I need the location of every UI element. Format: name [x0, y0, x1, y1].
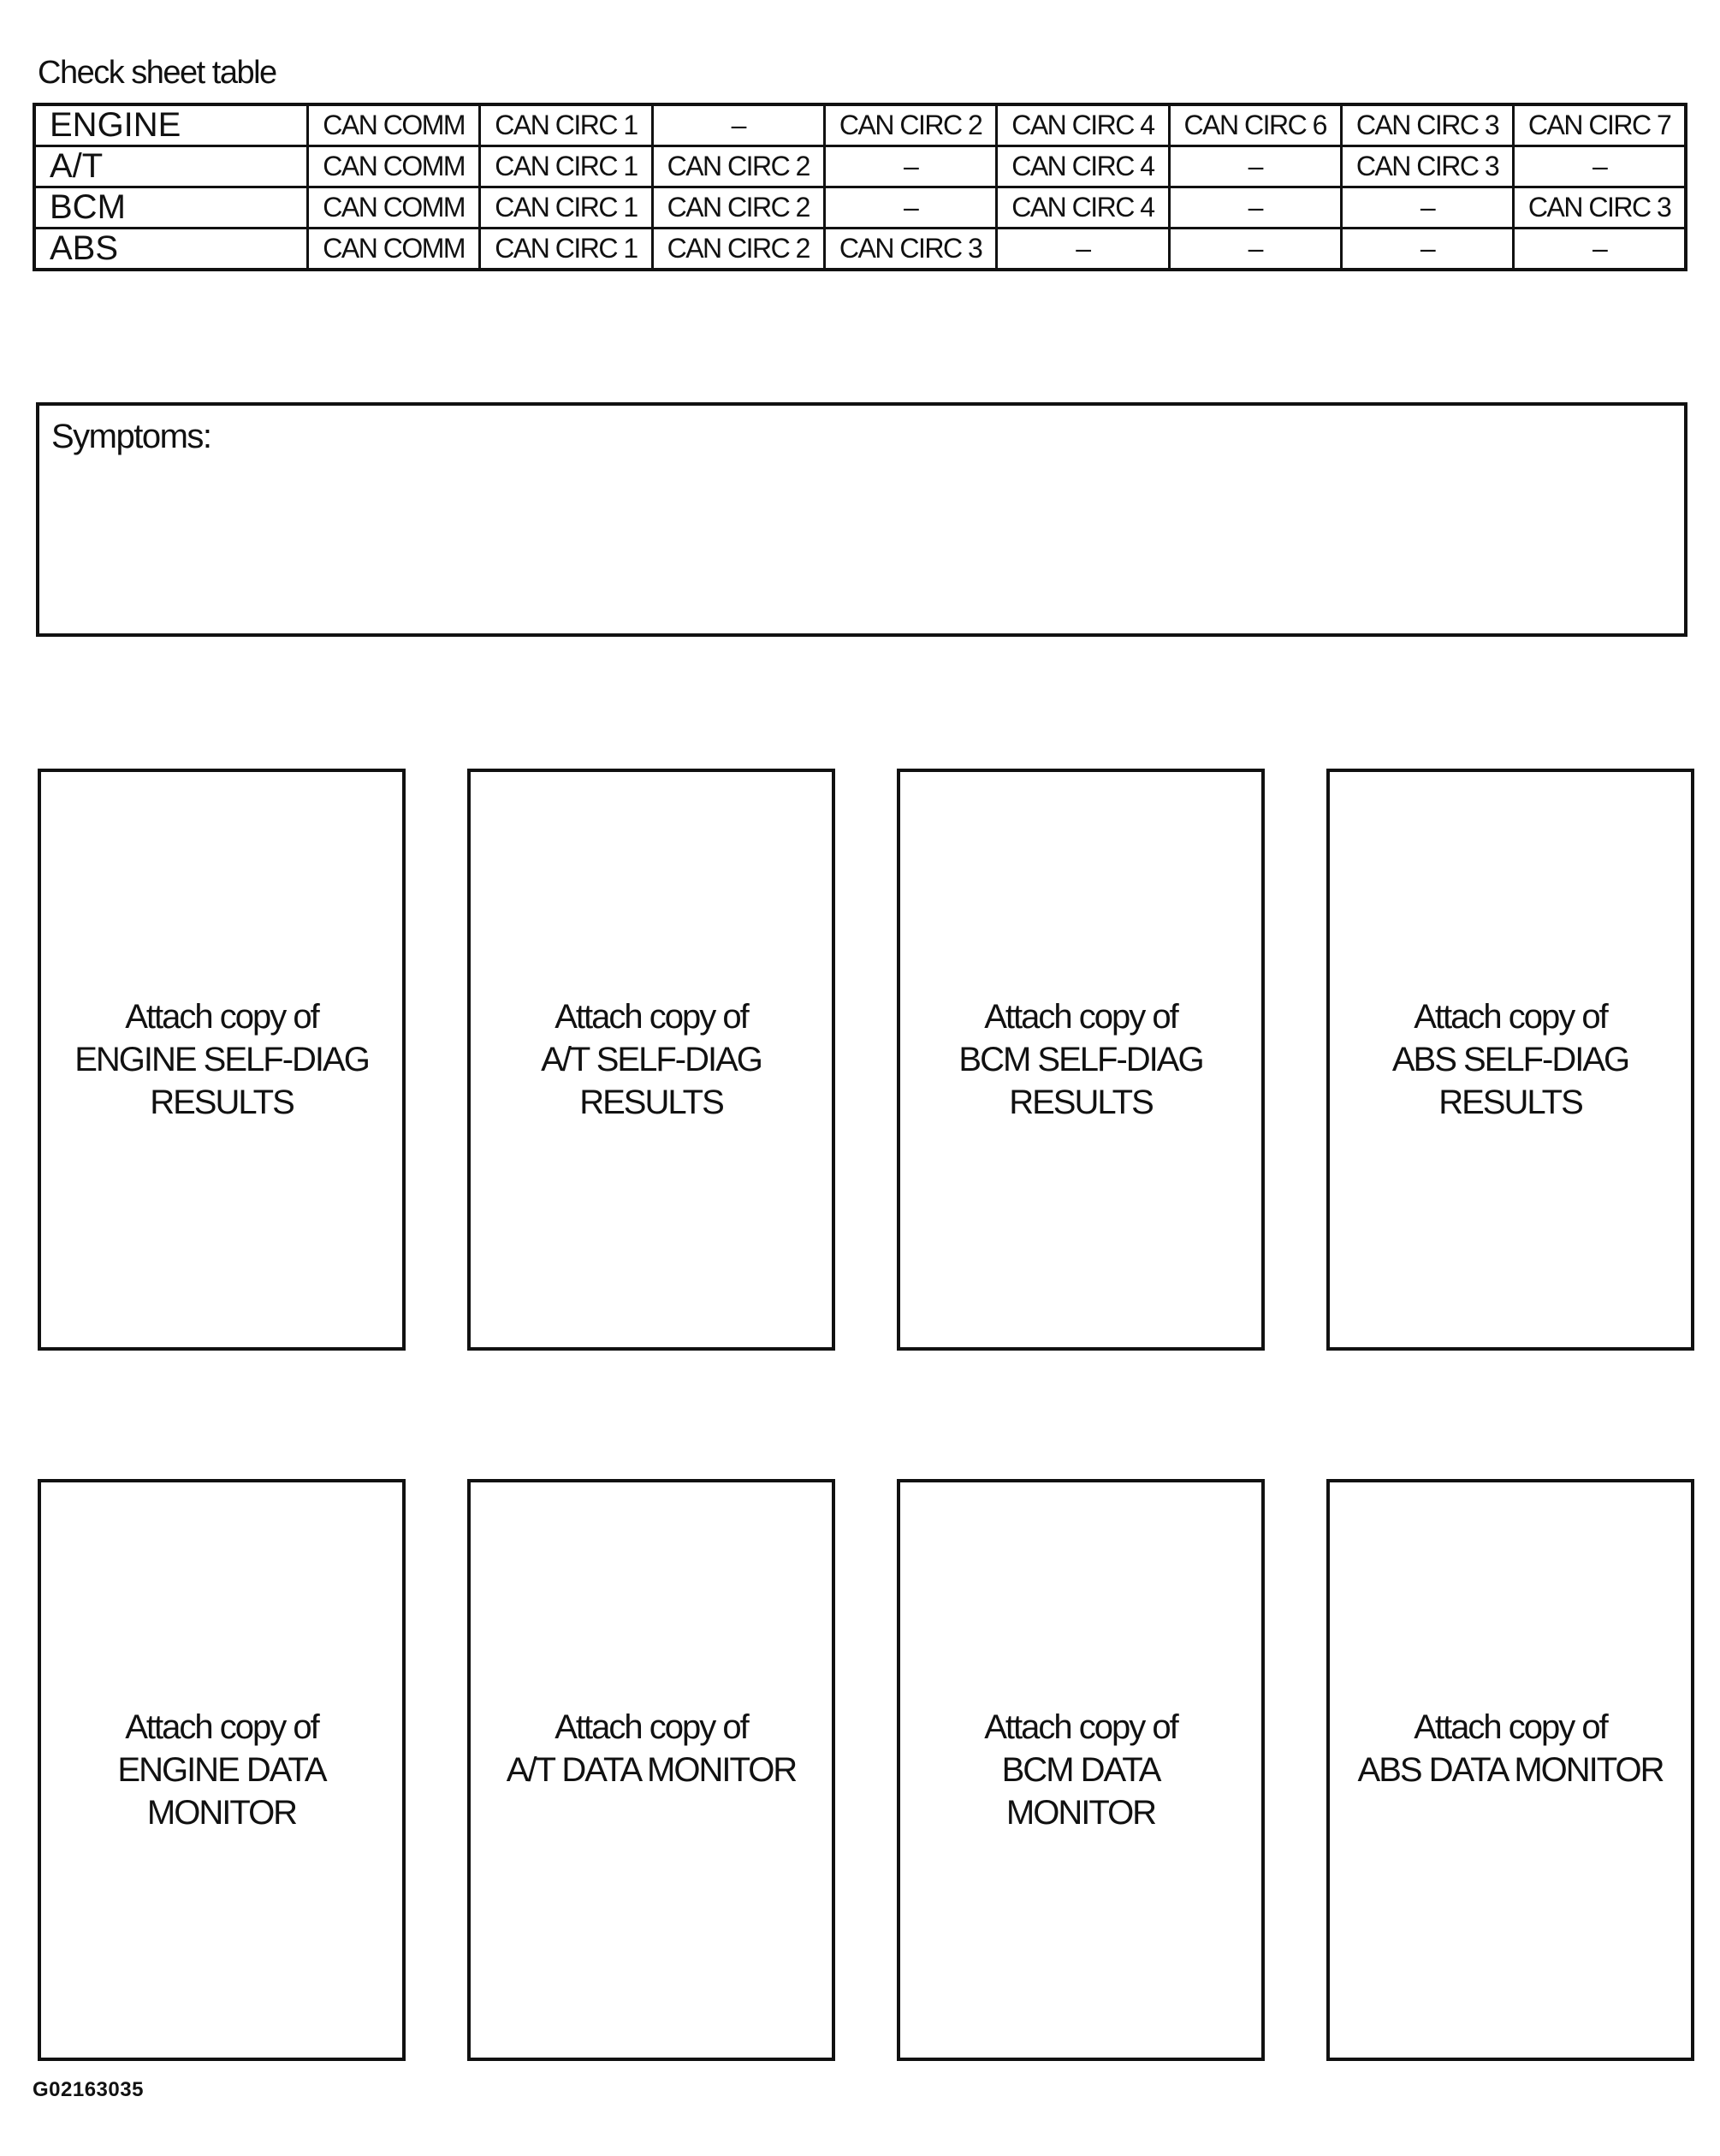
box-text: RESULTS — [1009, 1084, 1153, 1121]
box-text: Attach copy of — [984, 998, 1177, 1036]
table-cell: – — [1341, 229, 1513, 270]
table-caption: Check sheet table — [38, 55, 276, 91]
box-text: Attach copy of — [1414, 1708, 1607, 1746]
box-text: Attach copy of — [984, 1708, 1177, 1746]
box-text: ENGINE DATA — [117, 1751, 326, 1789]
table-cell: CAN COMM — [308, 187, 480, 229]
table-cell: – — [1514, 229, 1686, 270]
box-text: BCM DATA — [1001, 1751, 1160, 1789]
table-cell: CAN CIRC 3 — [1341, 146, 1513, 187]
table-cell: – — [824, 187, 996, 229]
box-text: A/T SELF-DIAG — [541, 1041, 762, 1078]
table-cell: CAN CIRC 4 — [997, 146, 1169, 187]
figure-id: G02163035 — [33, 2078, 144, 2101]
box-text: MONITOR — [146, 1794, 297, 1832]
box-text: ENGINE SELF-DIAG — [74, 1041, 369, 1078]
box-text: RESULTS — [579, 1084, 723, 1121]
symptoms-label: Symptoms: — [51, 418, 211, 455]
engine-data-monitor-box — [38, 1479, 406, 2061]
box-text — [1506, 1791, 1514, 1834]
abs-self-diag-box — [1326, 769, 1694, 1351]
table-cell: CAN CIRC 7 — [1514, 104, 1686, 146]
box-text: RESULTS — [1438, 1084, 1582, 1121]
table-cell: CAN CIRC 2 — [824, 104, 996, 146]
table-cell: – — [824, 146, 996, 187]
table-cell: – — [1169, 146, 1341, 187]
bcm-data-monitor-box — [897, 1479, 1265, 2061]
box-text: BCM SELF-DIAG — [958, 1041, 1203, 1078]
table-row-at — [34, 146, 1686, 187]
table-row-bcm — [34, 187, 1686, 229]
table-cell: CAN CIRC 3 — [1514, 187, 1686, 229]
table-row-engine — [34, 104, 1686, 146]
box-text: ABS SELF-DIAG — [1391, 1041, 1629, 1078]
table-cell: CAN COMM — [308, 104, 480, 146]
box-text: RESULTS — [150, 1084, 294, 1121]
bcm-self-diag-box — [897, 769, 1265, 1351]
row-label: BCM — [34, 187, 308, 229]
table-cell: CAN COMM — [308, 229, 480, 270]
table-cell: CAN CIRC 1 — [480, 187, 652, 229]
table-cell: CAN CIRC 1 — [480, 146, 652, 187]
table-cell: CAN CIRC 4 — [997, 187, 1169, 229]
abs-data-monitor-box — [1326, 1479, 1694, 2061]
row-label: A/T — [34, 146, 308, 187]
box-text: Attach copy of — [555, 998, 748, 1036]
check-sheet-table — [33, 103, 1687, 271]
table-cell: – — [1169, 229, 1341, 270]
table-cell: – — [1169, 187, 1341, 229]
box-text: A/T DATA MONITOR — [506, 1751, 797, 1789]
table-cell: – — [1341, 187, 1513, 229]
box-text — [647, 1791, 655, 1834]
box-text: Attach copy of — [125, 1708, 318, 1746]
table-cell: CAN CIRC 2 — [652, 187, 824, 229]
table-cell: CAN CIRC 1 — [480, 104, 652, 146]
symptoms-box — [36, 402, 1687, 637]
table-cell: CAN CIRC 1 — [480, 229, 652, 270]
engine-self-diag-box — [38, 769, 406, 1351]
table-row-abs — [34, 229, 1686, 270]
table-cell: CAN CIRC 3 — [1341, 104, 1513, 146]
row-label: ENGINE — [34, 104, 308, 146]
at-data-monitor-box — [467, 1479, 835, 2061]
table-cell: – — [997, 229, 1169, 270]
table-cell: CAN CIRC 2 — [652, 146, 824, 187]
box-text: Attach copy of — [555, 1708, 748, 1746]
box-text: Attach copy of — [125, 998, 318, 1036]
table-cell: CAN COMM — [308, 146, 480, 187]
box-text: MONITOR — [1005, 1794, 1156, 1832]
at-self-diag-box — [467, 769, 835, 1351]
table-cell: CAN CIRC 2 — [652, 229, 824, 270]
table-cell: – — [652, 104, 824, 146]
box-text: Attach copy of — [1414, 998, 1607, 1036]
table-cell: CAN CIRC 3 — [824, 229, 996, 270]
table-cell: – — [1514, 146, 1686, 187]
box-text: ABS DATA MONITOR — [1357, 1751, 1664, 1789]
row-label: ABS — [34, 229, 308, 270]
table-cell: CAN CIRC 4 — [997, 104, 1169, 146]
table-cell: CAN CIRC 6 — [1169, 104, 1341, 146]
